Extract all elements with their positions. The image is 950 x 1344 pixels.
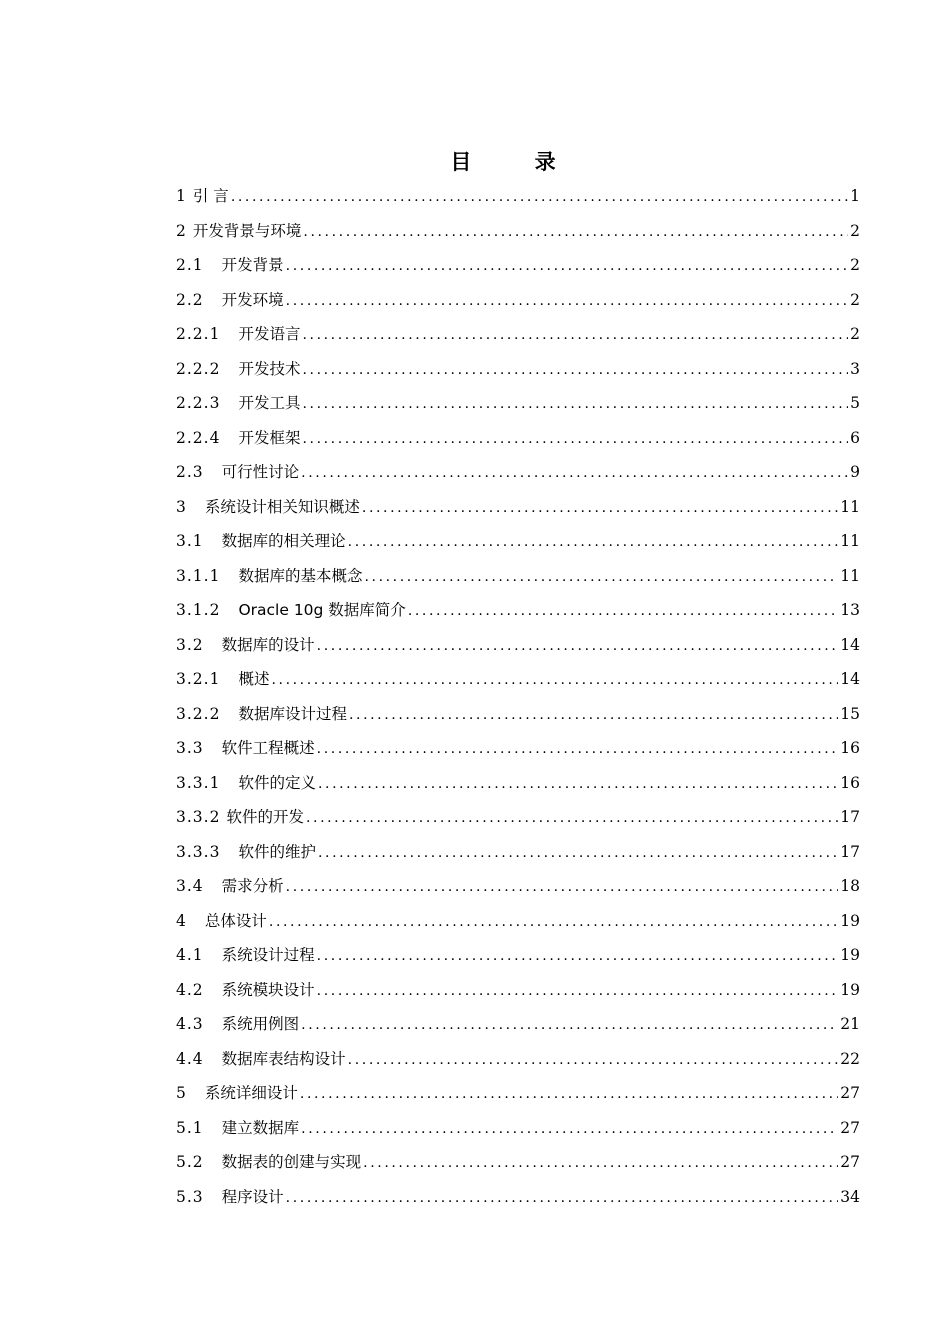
toc-leader-dots bbox=[231, 185, 848, 209]
toc-leader-dots bbox=[317, 979, 839, 1003]
toc-entry-number: 3.2.2 bbox=[176, 704, 221, 723]
toc-entry[interactable] bbox=[176, 978, 860, 1013]
toc-entry-number: 2 bbox=[176, 221, 187, 240]
toc-entry-page: 2 bbox=[850, 221, 860, 240]
toc-entry-page: 19 bbox=[840, 946, 860, 964]
toc-entry-title: 系统详细设计 bbox=[204, 1084, 298, 1102]
toc-entry[interactable] bbox=[176, 322, 860, 357]
toc-entry[interactable] bbox=[176, 219, 860, 254]
toc-entry-number: 3.1.2 bbox=[176, 601, 221, 619]
toc-entry-number: 5.1 bbox=[176, 1118, 204, 1137]
toc-entry-title: 建立数据库 bbox=[221, 1118, 300, 1137]
toc-entry-page: 5 bbox=[850, 394, 860, 412]
toc-entry-number: 3.4 bbox=[176, 877, 204, 895]
toc-leader-dots bbox=[302, 358, 848, 382]
toc-entry-page: 15 bbox=[840, 704, 860, 723]
toc-entry-page: 11 bbox=[840, 497, 860, 516]
toc-entry-page: 17 bbox=[840, 808, 860, 826]
toc-entry-title: 引 言 bbox=[192, 187, 229, 205]
toc-entry-number: 2.2.4 bbox=[176, 428, 221, 447]
toc-leader-dots bbox=[318, 772, 838, 796]
toc-leader-dots bbox=[302, 323, 848, 347]
toc-leader-dots bbox=[317, 634, 839, 658]
toc-entry-page: 27 bbox=[840, 1118, 860, 1137]
toc-entry[interactable] bbox=[176, 288, 860, 323]
toc-entry[interactable] bbox=[176, 184, 860, 219]
toc-entry-page: 3 bbox=[850, 359, 860, 378]
toc-entry[interactable] bbox=[176, 736, 860, 771]
toc-entry-page: 9 bbox=[850, 463, 860, 481]
toc-entry[interactable] bbox=[176, 771, 860, 806]
toc-entry[interactable] bbox=[176, 426, 860, 461]
toc-entry-title: 开发技术 bbox=[238, 359, 301, 378]
toc-leader-dots bbox=[349, 703, 838, 727]
toc-leader-dots bbox=[302, 392, 848, 416]
toc-entry-title: Oracle 10g 数据库简介 bbox=[238, 601, 406, 619]
toc-entry-number: 3.3.2 bbox=[176, 808, 221, 826]
toc-entry-number: 2.1 bbox=[176, 256, 204, 274]
toc-entry-number: 2.2.1 bbox=[176, 325, 221, 343]
toc-entry-page: 19 bbox=[840, 980, 860, 999]
toc-entry-title: 开发语言 bbox=[238, 325, 301, 343]
toc-leader-dots bbox=[363, 1151, 838, 1175]
toc-entry-number: 2.3 bbox=[176, 463, 204, 481]
toc-entry-number: 3.3.1 bbox=[176, 773, 221, 792]
toc-leader-dots bbox=[269, 910, 838, 934]
toc-entry-number: 5.2 bbox=[176, 1153, 204, 1171]
toc-entry[interactable] bbox=[176, 909, 860, 944]
toc-entry-title: 开发环境 bbox=[221, 290, 284, 309]
toc-leader-dots bbox=[286, 289, 848, 313]
toc-entry-number: 4 bbox=[176, 911, 187, 930]
toc-leader-dots bbox=[301, 461, 848, 485]
toc-entry[interactable] bbox=[176, 529, 860, 564]
toc-entry[interactable] bbox=[176, 874, 860, 909]
toc-entry[interactable] bbox=[176, 1116, 860, 1151]
toc-entry-number: 1 bbox=[176, 187, 187, 205]
toc-entry[interactable] bbox=[176, 840, 860, 875]
toc-entry-page: 14 bbox=[840, 670, 860, 688]
toc-leader-dots bbox=[317, 944, 839, 968]
toc-entry-title: 开发框架 bbox=[238, 428, 301, 447]
toc-entry-page: 2 bbox=[850, 256, 860, 274]
toc-leader-dots bbox=[286, 254, 848, 278]
toc-entry[interactable] bbox=[176, 1081, 860, 1116]
toc-entry-page: 11 bbox=[840, 532, 860, 550]
toc-entry-page: 2 bbox=[850, 290, 860, 309]
toc-entry[interactable] bbox=[176, 633, 860, 668]
toc-entry-title: 软件的定义 bbox=[238, 773, 316, 792]
toc-entry-title: 系统用例图 bbox=[221, 1015, 300, 1033]
toc-entry-number: 2.2 bbox=[176, 290, 204, 309]
toc-entry-page: 6 bbox=[850, 428, 860, 447]
toc-entry-number: 2.2.2 bbox=[176, 359, 221, 378]
toc-entry-page: 1 bbox=[850, 187, 860, 205]
toc-leader-dots bbox=[318, 841, 838, 865]
toc-entry-title: 数据库设计过程 bbox=[238, 704, 347, 723]
toc-entry[interactable] bbox=[176, 357, 860, 392]
toc-entry[interactable] bbox=[176, 460, 860, 495]
toc-entry[interactable] bbox=[176, 253, 860, 288]
toc-entry-title: 数据库的相关理论 bbox=[221, 532, 346, 550]
toc-leader-dots bbox=[362, 496, 838, 520]
toc-entry-title: 需求分析 bbox=[221, 877, 284, 895]
toc-entry-title: 系统模块设计 bbox=[221, 980, 315, 999]
toc-entry-number: 3.3 bbox=[176, 739, 204, 757]
toc-entry-page: 27 bbox=[840, 1153, 860, 1171]
toc-leader-dots bbox=[317, 737, 839, 761]
toc-entry-title: 总体设计 bbox=[204, 911, 267, 930]
toc-entry-number: 4.2 bbox=[176, 980, 204, 999]
toc-entry-number: 4.4 bbox=[176, 1049, 204, 1068]
toc-entry-title: 开发背景 bbox=[221, 256, 284, 274]
toc-entry-page: 16 bbox=[840, 773, 860, 792]
toc-entry-title: 系统设计相关知识概述 bbox=[204, 497, 360, 516]
toc-entry-number: 3 bbox=[176, 497, 187, 516]
toc-entry-page: 27 bbox=[840, 1084, 860, 1102]
toc-leader-dots bbox=[306, 806, 838, 830]
toc-leader-dots bbox=[302, 427, 848, 451]
toc-entry-number: 5.3 bbox=[176, 1187, 204, 1206]
toc-entry-number: 3.2.1 bbox=[176, 670, 221, 688]
toc-entry-number: 3.1.1 bbox=[176, 566, 221, 585]
toc-entry-number: 5 bbox=[176, 1084, 187, 1102]
toc-entry[interactable] bbox=[176, 805, 860, 840]
toc-entry-page: 17 bbox=[840, 842, 860, 861]
toc-entry-number: 3.1 bbox=[176, 532, 204, 550]
toc-entry-page: 34 bbox=[840, 1187, 860, 1206]
toc-entry-title: 数据表的创建与实现 bbox=[221, 1153, 362, 1171]
toc-leader-dots bbox=[408, 599, 838, 623]
toc-entry-title: 可行性讨论 bbox=[221, 463, 300, 481]
toc-entry-title: 软件的开发 bbox=[226, 808, 304, 826]
toc-entry[interactable] bbox=[176, 598, 860, 633]
toc-entry-title: 软件的维护 bbox=[238, 842, 316, 861]
toc-entry-title: 程序设计 bbox=[221, 1187, 284, 1206]
toc-entry[interactable] bbox=[176, 1185, 860, 1220]
toc-entry-page: 19 bbox=[840, 911, 860, 930]
toc-entry-page: 14 bbox=[840, 635, 860, 654]
toc-entry-page: 2 bbox=[850, 325, 860, 343]
toc-entry[interactable] bbox=[176, 1150, 860, 1185]
toc-leader-dots bbox=[303, 220, 848, 244]
toc-entry-title: 数据库的设计 bbox=[221, 635, 315, 654]
toc-list bbox=[176, 184, 860, 1219]
toc-title: 目 录 bbox=[450, 150, 584, 174]
toc-entry-title: 概述 bbox=[238, 670, 270, 688]
toc-entry-page: 16 bbox=[840, 739, 860, 757]
toc-entry[interactable] bbox=[176, 702, 860, 737]
toc-entry-page: 22 bbox=[840, 1049, 860, 1068]
toc-leader-dots bbox=[301, 1117, 838, 1141]
toc-leader-dots bbox=[364, 565, 838, 589]
toc-entry-page: 13 bbox=[840, 601, 860, 619]
toc-leader-dots bbox=[301, 1013, 838, 1037]
toc-entry-page: 11 bbox=[840, 566, 860, 585]
toc-entry[interactable] bbox=[176, 667, 860, 702]
toc-leader-dots bbox=[286, 875, 839, 899]
toc-entry-number: 4.1 bbox=[176, 946, 204, 964]
toc-entry-number: 3.3.3 bbox=[176, 842, 221, 861]
toc-leader-dots bbox=[348, 530, 839, 554]
toc-entry[interactable] bbox=[176, 943, 860, 978]
toc-entry-number: 4.3 bbox=[176, 1015, 204, 1033]
toc-entry[interactable] bbox=[176, 1047, 860, 1082]
toc-entry[interactable] bbox=[176, 1012, 860, 1047]
toc-entry-title: 数据库表结构设计 bbox=[221, 1049, 346, 1068]
toc-entry-title: 软件工程概述 bbox=[221, 739, 315, 757]
toc-entry-number: 3.2 bbox=[176, 635, 204, 654]
toc-entry-title: 系统设计过程 bbox=[221, 946, 315, 964]
toc-entry[interactable] bbox=[176, 564, 860, 599]
toc-leader-dots bbox=[271, 668, 838, 692]
toc-leader-dots bbox=[348, 1048, 839, 1072]
toc-entry-title: 开发背景与环境 bbox=[192, 221, 302, 240]
toc-entry[interactable] bbox=[176, 495, 860, 530]
toc-entry-page: 21 bbox=[840, 1015, 860, 1033]
toc-entry-number: 2.2.3 bbox=[176, 394, 221, 412]
toc-entry-page: 18 bbox=[840, 877, 860, 895]
toc-entry-title: 开发工具 bbox=[238, 394, 301, 412]
toc-entry[interactable] bbox=[176, 391, 860, 426]
toc-leader-dots bbox=[300, 1082, 838, 1106]
toc-entry-title: 数据库的基本概念 bbox=[238, 566, 363, 585]
toc-leader-dots bbox=[286, 1186, 839, 1210]
